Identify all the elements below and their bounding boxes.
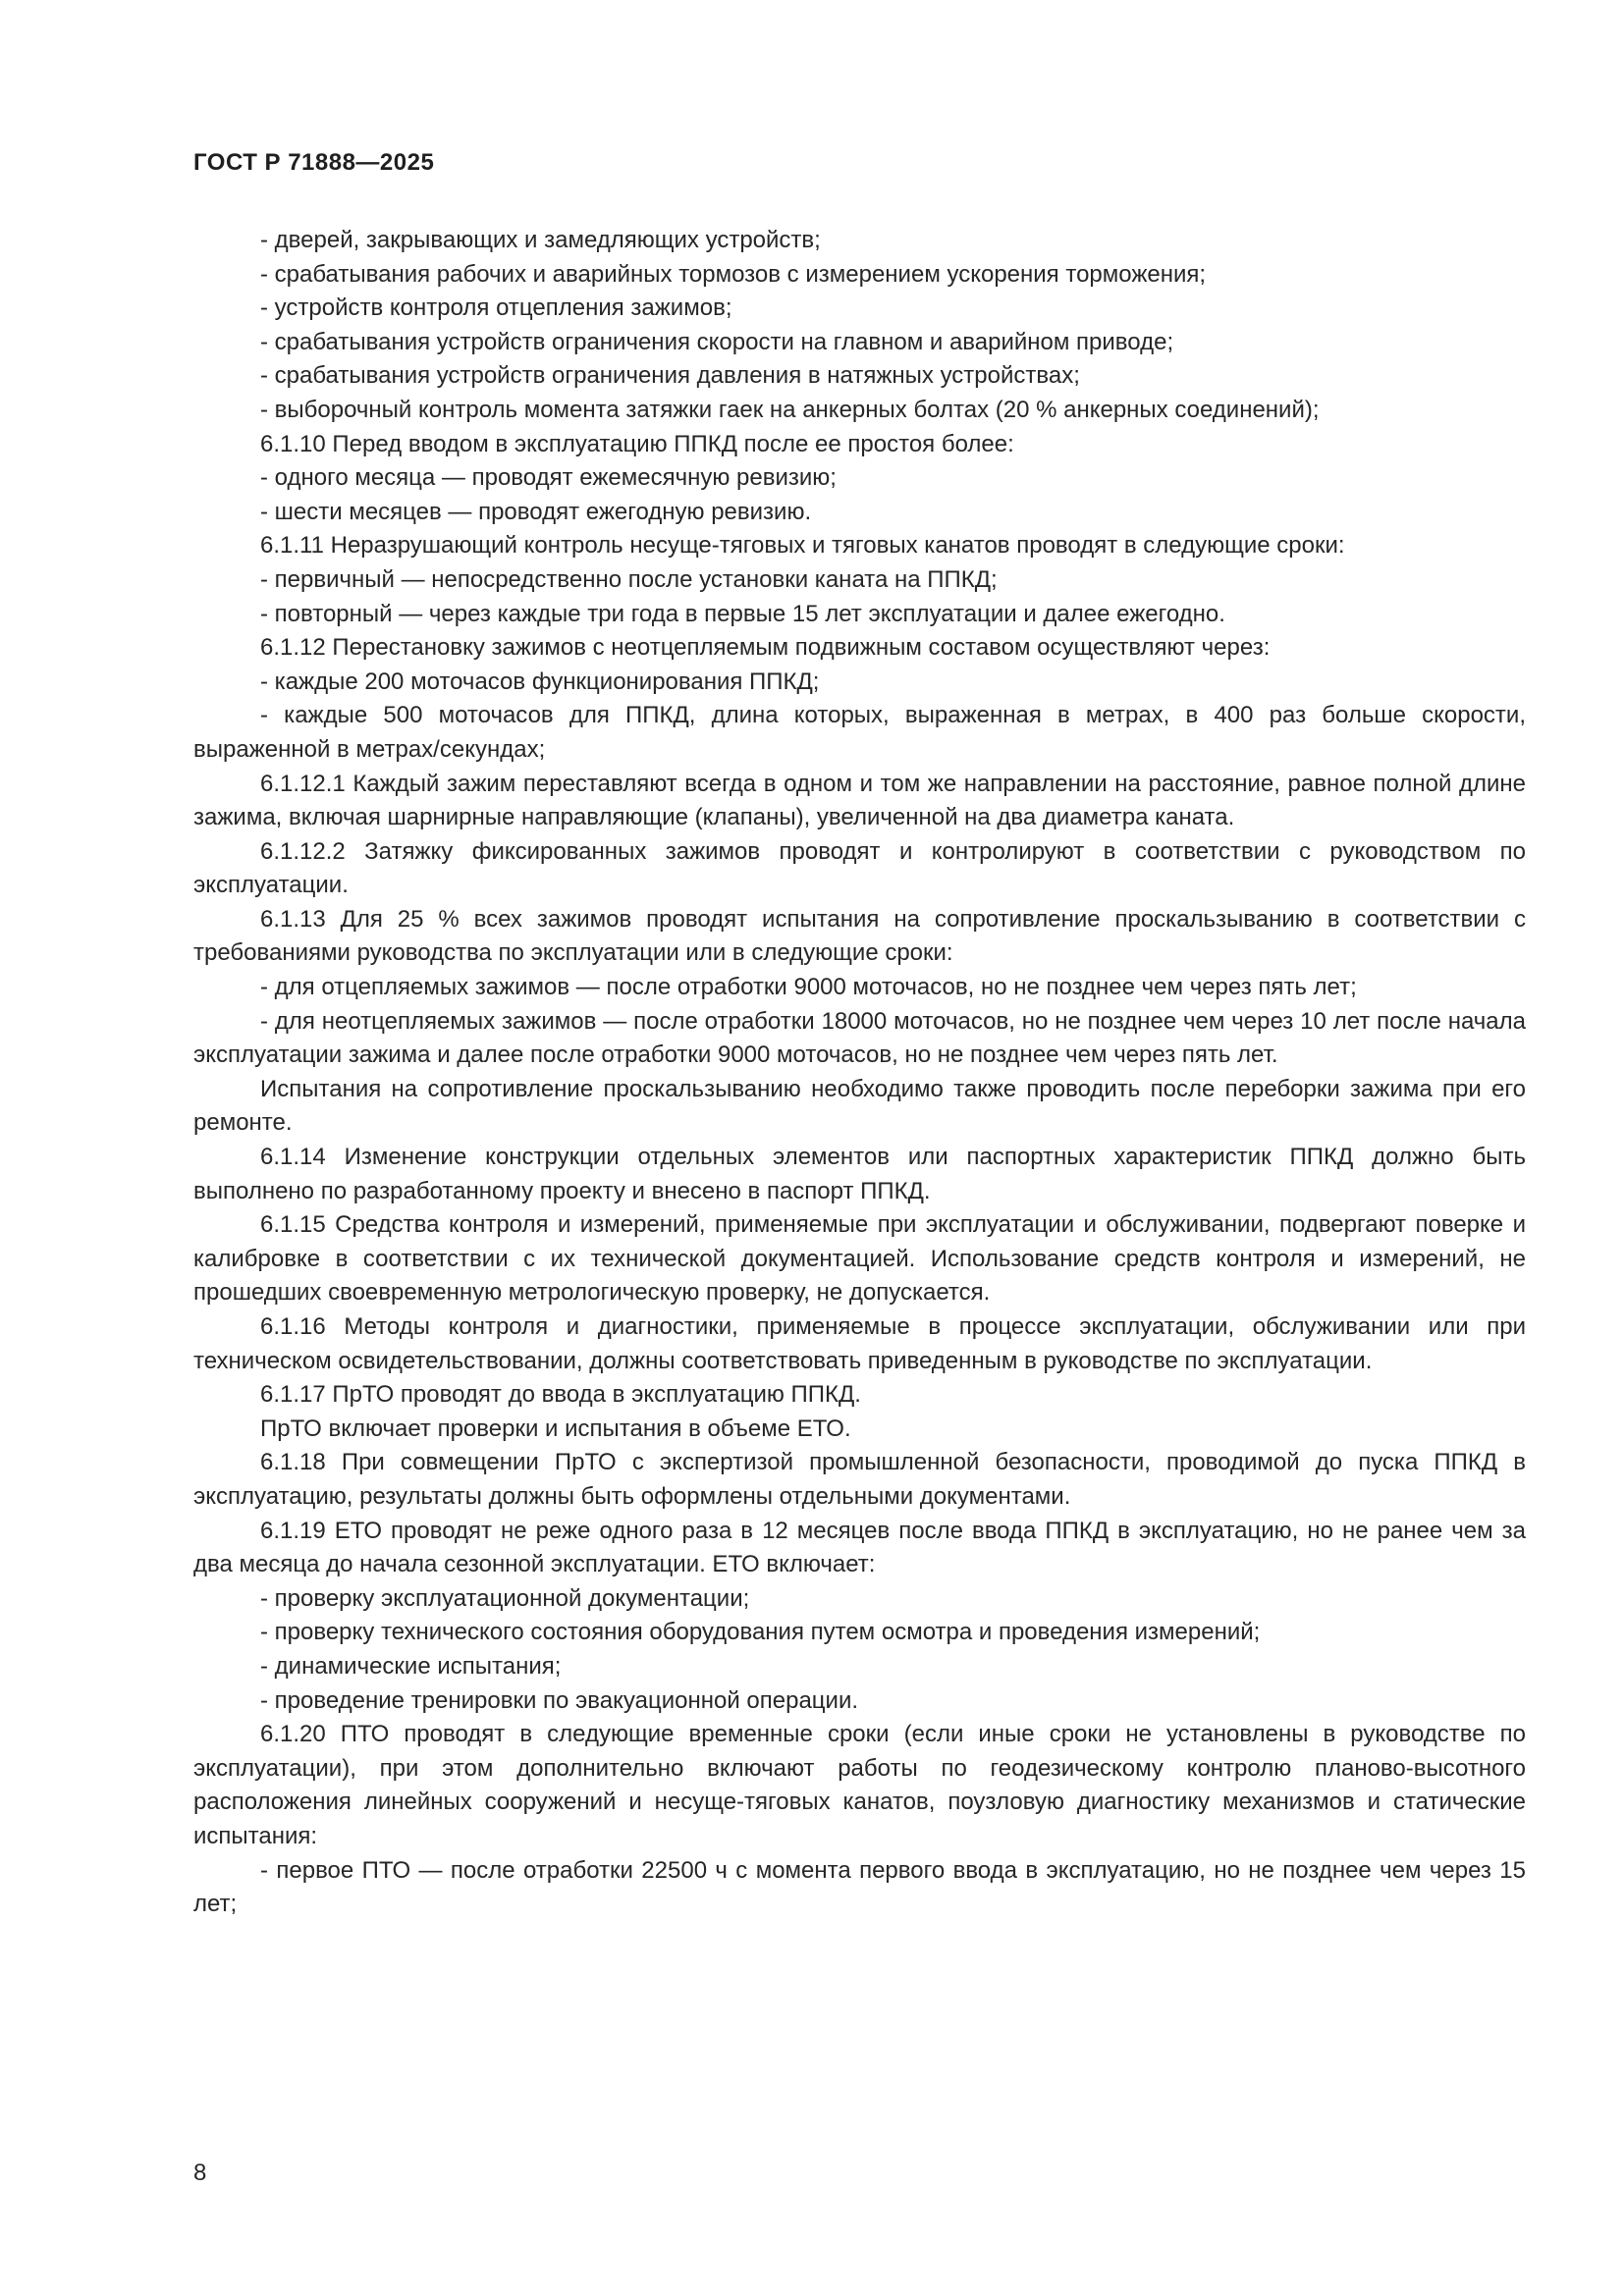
list-item: - проверку эксплуатационной документации; [260,1584,750,1612]
clause-6-1-15: 6.1.15 Средства контроля и измерений, применяемые при эксплуатации и обслуживании, подвергают поверке и калибровке в соответствии с их технической документацией. Использование средств контроля и измерений, не прошедших своевременную метрологическую проверку, не допускается. [193,1211,1526,1307]
list-item: - проверку технического состояния оборудования путем осмотра и проведения измерений; [260,1619,1261,1646]
document-header: ГОСТ Р 71888—2025 [193,149,435,176]
list-item: - срабатывания рабочих и аварийных тормозов с измерением ускорения торможения; [260,260,1207,288]
list-item: - срабатывания устройств ограничения скорости на главном и аварийном приводе; [260,328,1174,355]
paragraph: Испытания на сопротивление проскальзыванию необходимо также проводить после переборки зажима при его ремонте. [193,1075,1526,1137]
clause-6-1-12-1: 6.1.12.1 Каждый зажим переставляют всегда в одном и том же направлении на расстояние, равное полной длине зажима, включая шарнирные направляющие (клапаны), увеличенной на два диаметра каната. [193,770,1526,831]
list-item: - для неотцепляемых зажимов — после отработки 18000 моточасов, но не позднее чем через 10 лет после начала эксплуатации зажима и далее после отработки 9000 моточасов, но не позднее чем через пять лет. [193,1007,1526,1069]
list-item: - срабатывания устройств ограничения давления в натяжных устройствах; [260,362,1080,390]
list-item: - шести месяцев — проводят ежегодную ревизию. [260,498,812,525]
list-item: - повторный — через каждые три года в первые 15 лет эксплуатации и далее ежегодно. [260,600,1225,627]
clause-6-1-14: 6.1.14 Изменение конструкции отдельных элементов или паспортных характеристик ППКД должно быть выполнено по разработанному проекту и внесено в паспорт ППКД. [193,1144,1526,1204]
clause-6-1-17: 6.1.17 ПрТО проводят до ввода в эксплуатацию ППКД. [260,1381,861,1409]
document-body [193,224,1526,1922]
clause-6-1-11: 6.1.11 Неразрушающий контроль несуще-тяговых и тяговых канатов проводят в следующие сроки: [260,532,1345,560]
clause-6-1-12-2: 6.1.12.2 Затяжку фиксированных зажимов проводят и контролируют в соответствии с руководством по эксплуатации. [193,837,1526,899]
list-item: - проведение тренировки по эвакуационной операции. [260,1686,859,1714]
page-number: 8 [193,2160,207,2186]
clause-6-1-18: 6.1.18 При совмещении ПрТО с экспертизой промышленной безопасности, проводимой до пуска ППКД в эксплуатацию, результаты должны быть оформлены отдельными документами. [193,1449,1526,1510]
list-item: - для отцепляемых зажимов — после отработки 9000 моточасов, но не позднее чем через пять лет; [260,974,1357,1001]
paragraph: ПрТО включает проверки и испытания в объеме ЕТО. [260,1415,851,1442]
clause-6-1-16: 6.1.16 Методы контроля и диагностики, применяемые в процессе эксплуатации, обслуживании или при техническом освидетельствовании, должны соответствовать приведенным в руководстве по эксплуатации. [193,1313,1526,1374]
list-item: - динамические испытания; [260,1652,562,1680]
list-item: - выборочный контроль момента затяжки гаек на анкерных болтах (20 % анкерных соединений); [260,396,1320,423]
clause-6-1-10: 6.1.10 Перед вводом в эксплуатацию ППКД после ее простоя более: [260,430,1014,457]
clause-6-1-20: 6.1.20 ПТО проводят в следующие временные сроки (если иные сроки не установлены в руководстве по эксплуатации), при этом дополнительно включают работы по геодезическому контролю планово-высотного расположения линейных сооружений и несуще-тяговых канатов, поузловую диагностику механизмов и статические испытания: [193,1721,1526,1849]
list-item: - одного месяца — проводят ежемесячную ревизию; [260,464,837,492]
list-item: - каждые 500 моточасов для ППКД, длина которых, выраженная в метрах, в 400 раз больше скорости, выраженной в метрах/секундах; [193,702,1526,763]
list-item: - первое ПТО — после отработки 22500 ч с момента первого ввода в эксплуатацию, но не позднее чем через 15 лет; [193,1856,1526,1918]
clause-6-1-19: 6.1.19 ЕТО проводят не реже одного раза в 12 месяцев после ввода ППКД в эксплуатацию, но не ранее чем за два месяца до начала сезонной эксплуатации. ЕТО включает: [193,1517,1526,1578]
list-item: - каждые 200 моточасов функционирования ППКД; [260,667,820,695]
clause-6-1-13: 6.1.13 Для 25 % всех зажимов проводят испытания на сопротивление проскальзыванию в соответствии с требованиями руководства по эксплуатации или в следующие сроки: [193,905,1526,967]
clause-6-1-12: 6.1.12 Перестановку зажимов с неотцепляемым подвижным составом осуществляют через: [260,634,1271,662]
list-item: - дверей, закрывающих и замедляющих устройств; [260,227,821,253]
list-item: - первичный — непосредственно после установки каната на ППКД; [260,565,998,593]
list-item: - устройств контроля отцепления зажимов; [260,294,732,322]
